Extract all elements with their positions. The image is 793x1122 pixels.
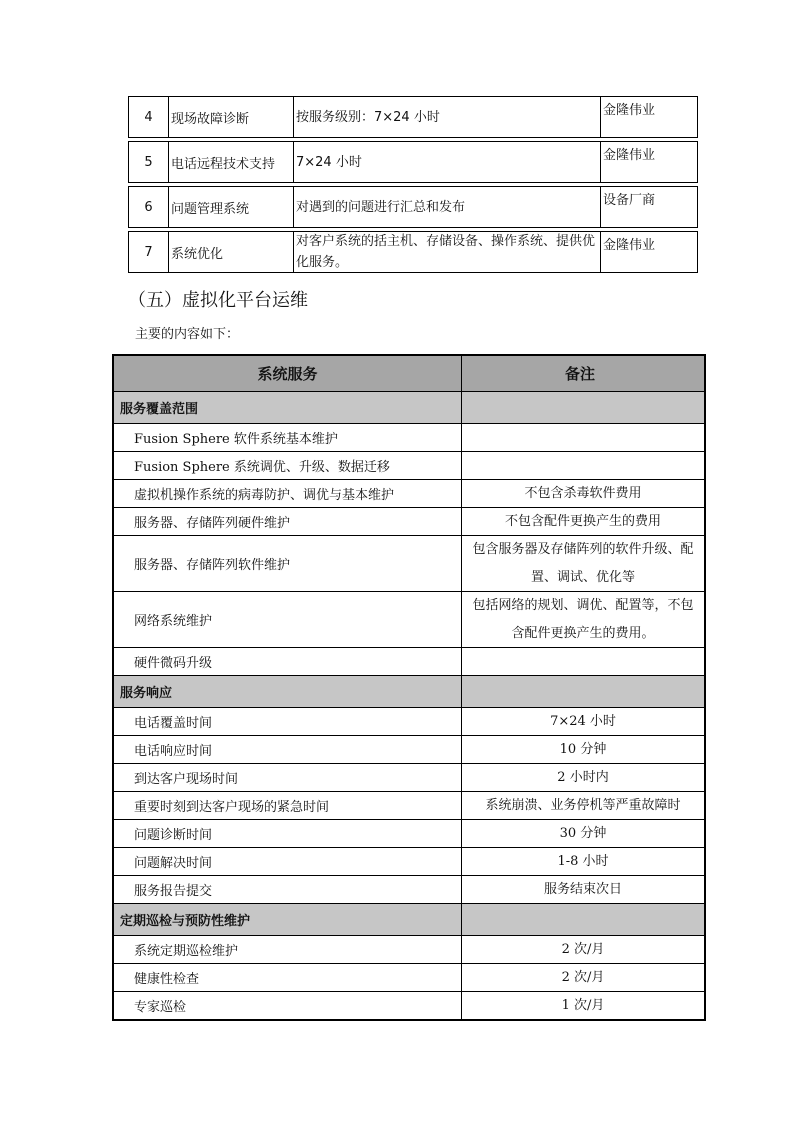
row-number: 7 bbox=[128, 231, 169, 273]
service-cell: 系统定期巡检维护 bbox=[114, 936, 462, 963]
service-cell: 硬件微码升级 bbox=[114, 648, 462, 675]
service-cell: 重要时刻到达客户现场的紧急时间 bbox=[114, 792, 462, 819]
section-title: 服务响应 bbox=[114, 676, 462, 707]
table-row bbox=[114, 507, 704, 535]
section-row bbox=[114, 391, 704, 423]
table-row bbox=[128, 231, 699, 273]
section-title: 服务覆盖范围 bbox=[114, 392, 462, 423]
note-cell: 服务结束次日 bbox=[543, 881, 622, 897]
task-table bbox=[128, 96, 699, 276]
row-description: 对客户系统的括主机、存储设备、操作系统、提供优化服务。 bbox=[293, 231, 601, 273]
row-item: 系统优化 bbox=[168, 231, 294, 273]
note-cell: 1-8 小时 bbox=[557, 853, 609, 869]
section-note bbox=[462, 904, 704, 935]
note-cell: 不包含配件更换产生的费用 bbox=[504, 513, 661, 529]
table-row bbox=[114, 707, 704, 735]
service-cell: Fusion Sphere 软件系统基本维护 bbox=[114, 424, 462, 451]
row-provider: 金隆伟业 bbox=[600, 96, 698, 138]
note-cell: 系统崩溃、业务停机等严重故障时 bbox=[485, 797, 681, 813]
service-cell: Fusion Sphere 系统调优、升级、数据迁移 bbox=[114, 452, 462, 479]
intro-text: 主要的内容如下： bbox=[135, 327, 240, 342]
table-row bbox=[114, 875, 704, 903]
service-cell: 问题解决时间 bbox=[114, 848, 462, 875]
table-header-row bbox=[114, 356, 704, 391]
note-cell: 30 分钟 bbox=[559, 825, 607, 841]
table-row bbox=[114, 423, 704, 451]
service-cell: 网络系统维护 bbox=[114, 592, 462, 647]
table-row bbox=[114, 847, 704, 875]
table-row bbox=[128, 141, 699, 183]
section-note bbox=[462, 392, 704, 423]
note-cell: 7×24 小时 bbox=[550, 713, 616, 729]
note-cell: 2 次/月 bbox=[561, 969, 605, 985]
table-row bbox=[114, 451, 704, 479]
service-cell: 问题诊断时间 bbox=[114, 820, 462, 847]
note-cell bbox=[462, 424, 704, 451]
table-row bbox=[114, 963, 704, 991]
table-row bbox=[114, 991, 704, 1019]
service-cell: 服务报告提交 bbox=[114, 876, 462, 903]
note-cell: 10 分钟 bbox=[559, 741, 607, 757]
row-provider: 金隆伟业 bbox=[600, 231, 698, 273]
row-number: 4 bbox=[128, 96, 169, 138]
section-row bbox=[114, 903, 704, 935]
row-item: 电话远程技术支持 bbox=[168, 141, 294, 183]
table-row bbox=[114, 791, 704, 819]
service-cell: 健康性检查 bbox=[114, 964, 462, 991]
table-row bbox=[114, 535, 704, 591]
table-row bbox=[114, 479, 704, 507]
note-cell bbox=[462, 452, 704, 479]
table-row bbox=[114, 735, 704, 763]
service-cell: 到达客户现场时间 bbox=[114, 764, 462, 791]
row-number: 6 bbox=[128, 186, 169, 228]
table-row bbox=[128, 186, 699, 228]
row-description: 对遇到的问题进行汇总和发布 bbox=[293, 186, 601, 228]
section-note bbox=[462, 676, 704, 707]
row-item: 问题管理系统 bbox=[168, 186, 294, 228]
row-item: 现场故障诊断 bbox=[168, 96, 294, 138]
service-cell: 服务器、存储阵列软件维护 bbox=[114, 536, 462, 591]
header-note: 备注 bbox=[462, 356, 704, 391]
table-row bbox=[114, 591, 704, 647]
row-description: 按服务级别：7×24 小时 bbox=[293, 96, 601, 138]
header-service: 系统服务 bbox=[114, 356, 462, 391]
note-cell: 包括网络的规划、调优、配置等，不包含配件更换产生的费用。 bbox=[472, 597, 694, 641]
row-provider: 金隆伟业 bbox=[600, 141, 698, 183]
table-row bbox=[114, 647, 704, 675]
service-cell: 服务器、存储阵列硬件维护 bbox=[114, 508, 462, 535]
section-heading: （五）虚拟化平台运维 bbox=[128, 290, 308, 311]
row-provider: 设备厂商 bbox=[600, 186, 698, 228]
note-cell: 不包含杀毒软件费用 bbox=[524, 485, 642, 501]
section-title: 定期巡检与预防性维护 bbox=[114, 904, 462, 935]
service-cell: 电话响应时间 bbox=[114, 736, 462, 763]
note-cell bbox=[462, 648, 704, 675]
note-cell: 2 小时内 bbox=[557, 769, 609, 785]
service-cell: 虚拟机操作系统的病毒防护、调优与基本维护 bbox=[114, 480, 462, 507]
note-cell: 包含服务器及存储阵列的软件升级、配置、调试、优化等 bbox=[472, 541, 694, 585]
note-cell: 2 次/月 bbox=[561, 941, 605, 957]
table-row bbox=[128, 96, 699, 138]
service-table bbox=[112, 354, 706, 1021]
note-cell: 1 次/月 bbox=[561, 997, 605, 1013]
table-row bbox=[114, 935, 704, 963]
table-row bbox=[114, 763, 704, 791]
service-cell: 专家巡检 bbox=[114, 992, 462, 1019]
section-row bbox=[114, 675, 704, 707]
service-cell: 电话覆盖时间 bbox=[114, 708, 462, 735]
table-row bbox=[114, 819, 704, 847]
row-number: 5 bbox=[128, 141, 169, 183]
row-description: 7×24 小时 bbox=[293, 141, 601, 183]
